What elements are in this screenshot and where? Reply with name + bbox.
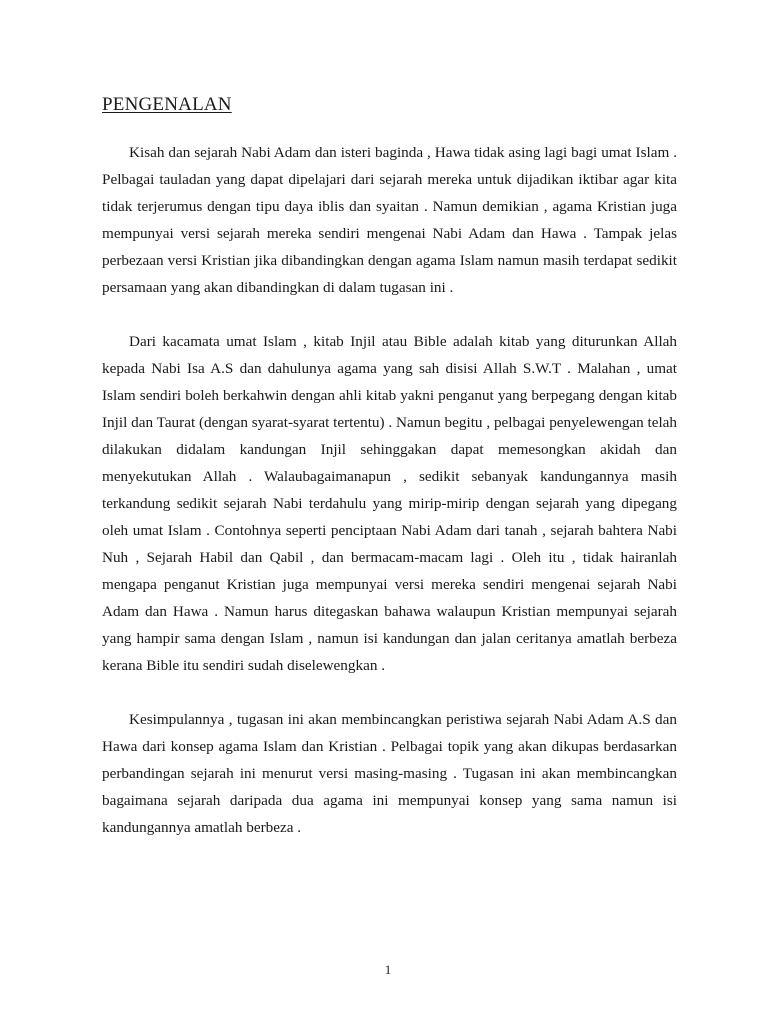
page-title: PENGENALAN — [102, 94, 232, 115]
document-body — [102, 139, 677, 841]
paragraph-conclusion: Kesimpulannya , tugasan ini akan membincangkan peristiwa sejarah Nabi Adam A.S dan Hawa dari konsep agama Islam dan Kristian . Pelbagai topik yang akan dikupas berdasarkan perbandingan sejarah ini menurut versi masing-masing . Tugasan ini akan membincangkan bagaimana sejarah daripada dua agama ini mempunyai konsep yang sama namun isi kandungannya amatlah berbeza . — [102, 711, 677, 836]
paragraph-introduction: Kisah dan sejarah Nabi Adam dan isteri baginda , Hawa tidak asing lagi bagi umat Islam . Pelbagai tauladan yang dapat dipelajari dari sejarah mereka untuk dijadikan iktibar agar kita tidak terjerumus dengan tipu daya iblis dan syaitan . Namun demikian , agama Kristian juga mempunyai versi sejarah mereka sendiri mengenai Nabi Adam dan Hawa . Tampak jelas perbezaan versi Kristian jika dibandingkan dengan agama Islam namun masih terdapat sedikit persamaan yang akan dibandingkan di dalam tugasan ini . — [102, 144, 677, 296]
page-number: 1 — [384, 962, 392, 977]
paragraph-bible-perspective: Dari kacamata umat Islam , kitab Injil atau Bible adalah kitab yang diturunkan Allah kepada Nabi Isa A.S dan dahulunya agama yang sah disisi Allah S.W.T . Malahan , umat Islam sendiri boleh berkahwin dengan ahli kitab yakni penganut yang berpegang dengan kitab Injil dan Taurat (dengan syarat-syarat tertentu) . Namun begitu , pelbagai penyelewengan telah dilakukan didalam kandungan Injil sehinggakan dapat memesongkan akidah dan menyekutukan Allah . Walaubagaimanapun , sedikit sebanyak kandungannya masih terkandung sedikit sejarah Nabi terdahulu yang mirip-mirip dengan sejarah yang dipegang oleh umat Islam . Contohnya seperti penciptaan Nabi Adam dari tanah , sejarah bahtera Nabi Nuh , Sejarah Habil dan Qabil , dan bermacam-macam lagi . Oleh itu , tidak hairanlah mengapa penganut Kristian juga mempunyai versi mereka sendiri mengenai sejarah Nabi Adam dan Hawa . Namun harus ditegaskan bahawa walaupun Kristian mempunyai sejarah yang hampir sama dengan Islam , namun isi kandungan dan jalan ceritanya amatlah berbeza kerana Bible itu sendiri sudah diselewengkan . — [102, 333, 677, 674]
page-number-footer — [0, 962, 768, 978]
